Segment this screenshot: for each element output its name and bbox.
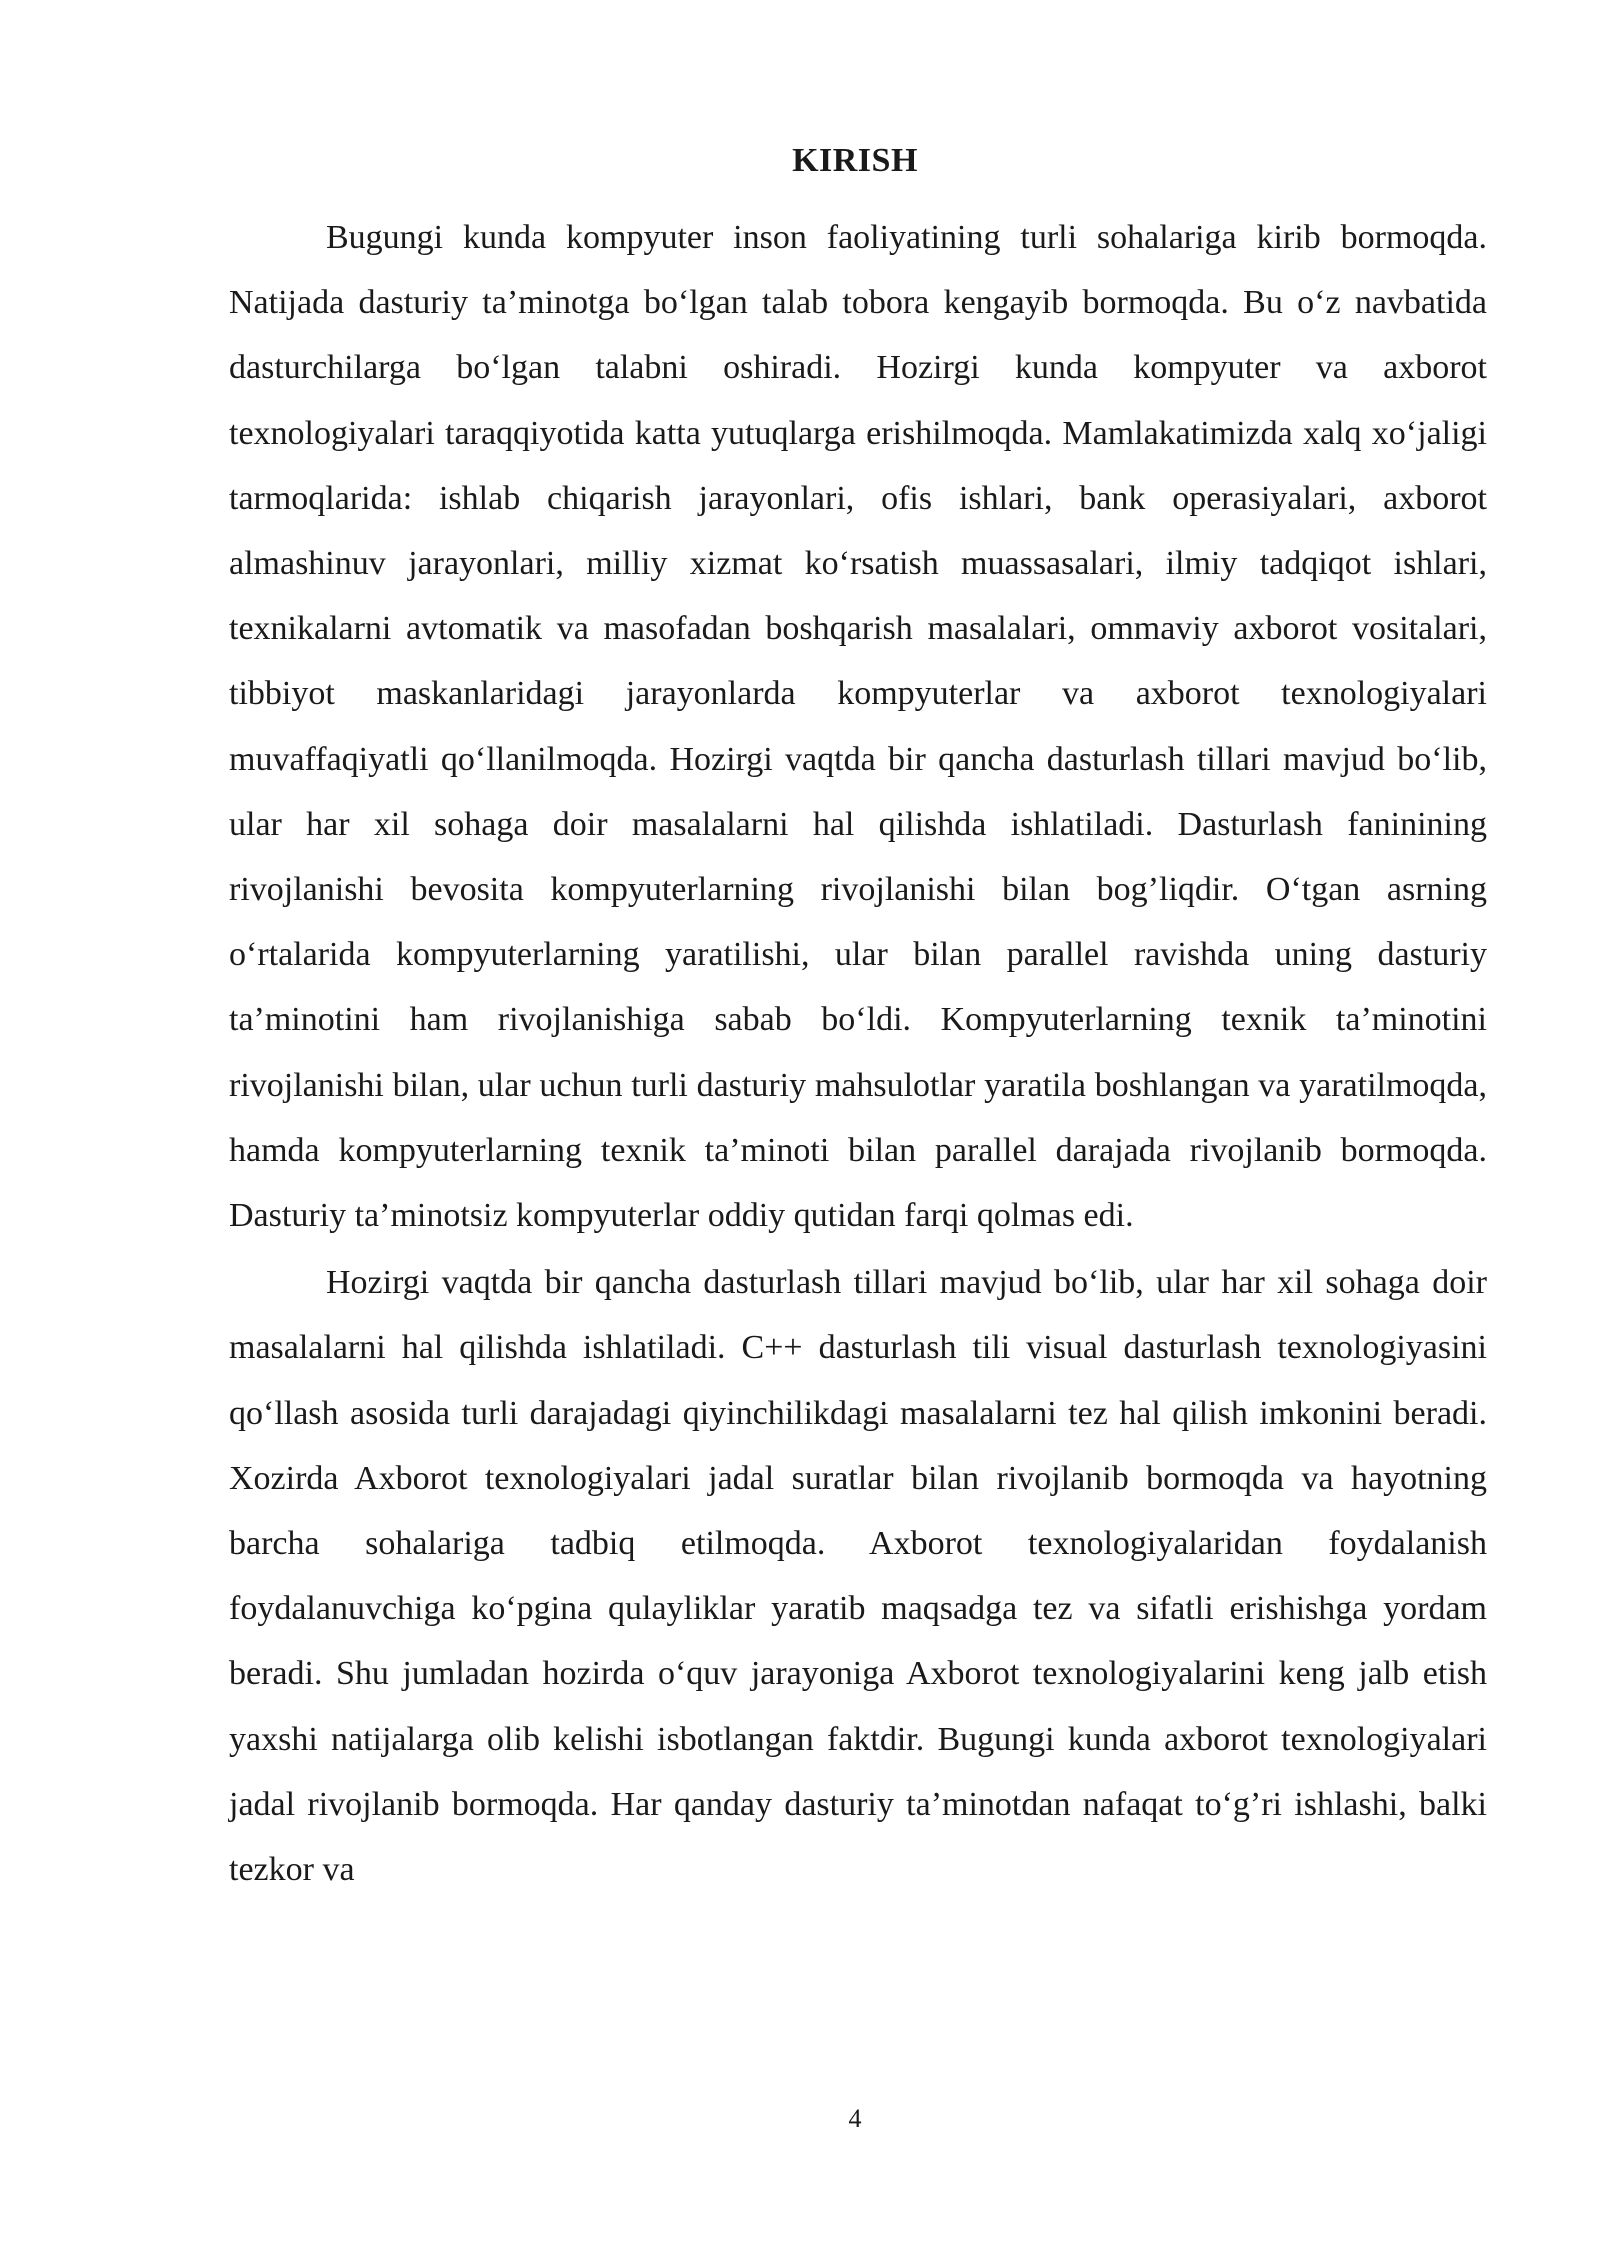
paragraph-programming-languages: Hozirgi vaqtda bir qancha dasturlash tillari mavjud bo‘lib, ular har xil sohaga doir masalalarni hal qilishda ishlatiladi. C++ dasturlash tili visual dasturlash texnologiyasini qo‘llash asosida turli darajadagi qiyinchilikdagi masalalarni tez hal qilish imkonini beradi. Xozirda Axborot texnologiyalari jadal suratlar bilan rivojlanib bormoqda va hayotning barcha sohalariga tadbiq etilmoqda. Axborot texnologiyalaridan foydalanish foydalanuvchiga ko‘pgina qulayliklar yaratib maqsadga tez va sifatli erishishga yordam beradi. Shu jumladan hozirda o‘quv jarayoniga Axborot texnologiyalarini keng jalb etish yaxshi natijalarga olib kelishi isbotlangan faktdir. Bugungi kunda axborot texnologiyalari jadal rivojlanib bormoqda. Har qanday dasturiy ta’minotdan nafaqat to‘g’ri ishlashi, balki tezkor va	[229, 1264, 1487, 1889]
page-number: 4	[848, 2104, 862, 2133]
body-text	[229, 205, 1487, 1902]
paragraph-intro: Bugungi kunda kompyuter inson faoliyatining turli sohalariga kirib bormoqda. Natijada dasturiy ta’minotga bo‘lgan talab tobora kengayib bormoqda. Bu o‘z navbatida dasturchilarga bo‘lgan talabni oshiradi. Hozirgi kunda kompyuter va axborot texnologiyalari taraqqiyotida katta yutuqlarga erishilmoqda. Mamlakatimizda xalq xo‘jaligi tarmoqlarida: ishlab chiqarish jarayonlari, ofis ishlari, bank operasiyalari, axborot almashinuv jarayonlari, milliy xizmat ko‘rsatish muassasalari, ilmiy tadqiqot ishlari, texnikalarni avtomatik va masofadan boshqarish masalalari, ommaviy axborot vositalari, tibbiyot maskanlaridagi jarayonlarda kompyuterlar va axborot texnologiyalari muvaffaqiyatli qo‘llanilmoqda. Hozirgi vaqtda bir qancha dasturlash tillari mavjud bo‘lib, ular har xil sohaga doir masalalarni hal qilishda ishlatiladi. Dasturlash faninining rivojlanishi bevosita kompyuterlarning rivojlanishi bilan bog’liqdir. O‘tgan asrning o‘rtalarida kompyuterlarning yaratilishi, ular bilan parallel ravishda uning dasturiy ta’minotini ham rivojlanishiga sabab bo‘ldi. Kompyuterlarning texnik ta’minotini rivojlanishi bilan, ular uchun turli dasturiy mahsulotlar yaratila boshlangan va yaratilmoqda, hamda kompyuterlarning texnik ta’minoti bilan parallel darajada rivojlanib bormoqda. Dasturiy ta’minotsiz kompyuterlar oddiy qutidan farqi qolmas edi.	[229, 219, 1487, 1235]
section-title: KIRISH	[792, 142, 918, 179]
